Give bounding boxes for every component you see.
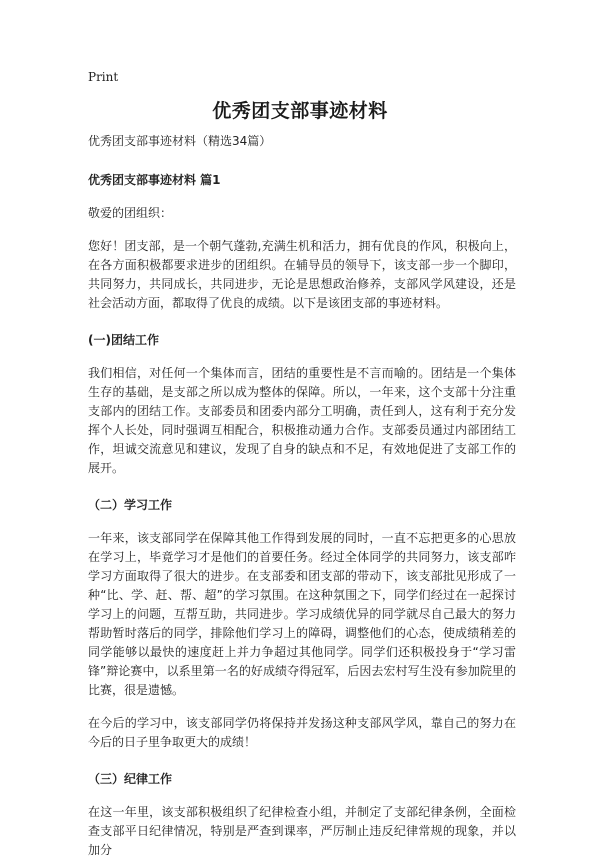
part-heading: 优秀团支部事迹材料 篇1 bbox=[88, 173, 221, 187]
document-body bbox=[88, 132, 516, 860]
section-heading-study: （二）学习工作 bbox=[88, 498, 173, 512]
section-paragraph: 一年来，该支部同学在保障其他工作得到发展的同时，一直不忘把更多的心思放在学习上，毕竟学习才是他们的首要任务。经过全体同学的共同努力，该支部咋学习方面取得了很大的进步。在支部委和团支部的带动下，该支部批见形成了一种“比、学、赶、帮、超”的学习氛围。在这种氛围之下，同学们经过在一起探讨学习上的问题，互帮互助，共同进步。学习成绩优异的同学就尽自己最大的努力帮助暂时落后的同学，排除他们学习上的障碍，调整他们的心态，使成绩稍差的同学能够以最快的速度赶上并力争超过其他同学。同学们还积极投身于“学习雷锋”辩论赛中，以系里第一名的好成绩夺得冠军，后因去宏村写生没有参加院里的比赛，很是遗憾。 bbox=[88, 531, 516, 697]
section-paragraph: 在今后的学习中，该支部同学仍将保持并发扬这种支部风学风，靠自己的努力在今后的日子里争取更大的成绩！ bbox=[88, 716, 516, 749]
section-paragraph: 我们相信，对任何一个集体而言，团结的重要性是不言而喻的。团结是一个集体生存的基础，是支部之所以成为整体的保障。所以，一年来，这个支部十分注重支部内的团结工作。支部委员和团委内部分工明确，责任到人，这有利于充分发挥个人长处，同时强调互相配合，积极推动通力合作。支部委员通过内部团结工作，坦诚交流意见和建议，发现了自身的缺点和不足，有效地促进了支部工作的展开。 bbox=[88, 366, 516, 475]
section-heading-unity: (一)团结工作 bbox=[88, 333, 159, 347]
document-subtitle: 优秀团支部事迹材料（精选34篇） bbox=[88, 134, 272, 148]
page-title: 优秀团支部事迹材料 bbox=[212, 100, 388, 122]
salutation: 敬爱的团组织： bbox=[88, 206, 173, 220]
section-paragraph: 在这一年里，该支部积极组织了纪律检查小组，并制定了支部纪律条例，全面检查支部平日纪律情况，特别是严查到课率，严厉制止违反纪律常规的现象，并以加分 bbox=[88, 805, 516, 857]
print-link[interactable]: Print bbox=[88, 70, 119, 84]
section-heading-discipline: （三）纪律工作 bbox=[88, 772, 173, 786]
intro-paragraph: 您好！团支部，是一个朝气蓬勃,充满生机和活力，拥有优良的作风，积极向上，在各方面积极都要求进步的团组织。在辅导员的领导下，该支部一步一个脚印，共同努力，共同成长，共同进步，无论是思想政治修养，支部风学风建设，还是社会活动方面，都取得了优良的成绩。以下是该团支部的事迹材料。 bbox=[88, 239, 516, 310]
